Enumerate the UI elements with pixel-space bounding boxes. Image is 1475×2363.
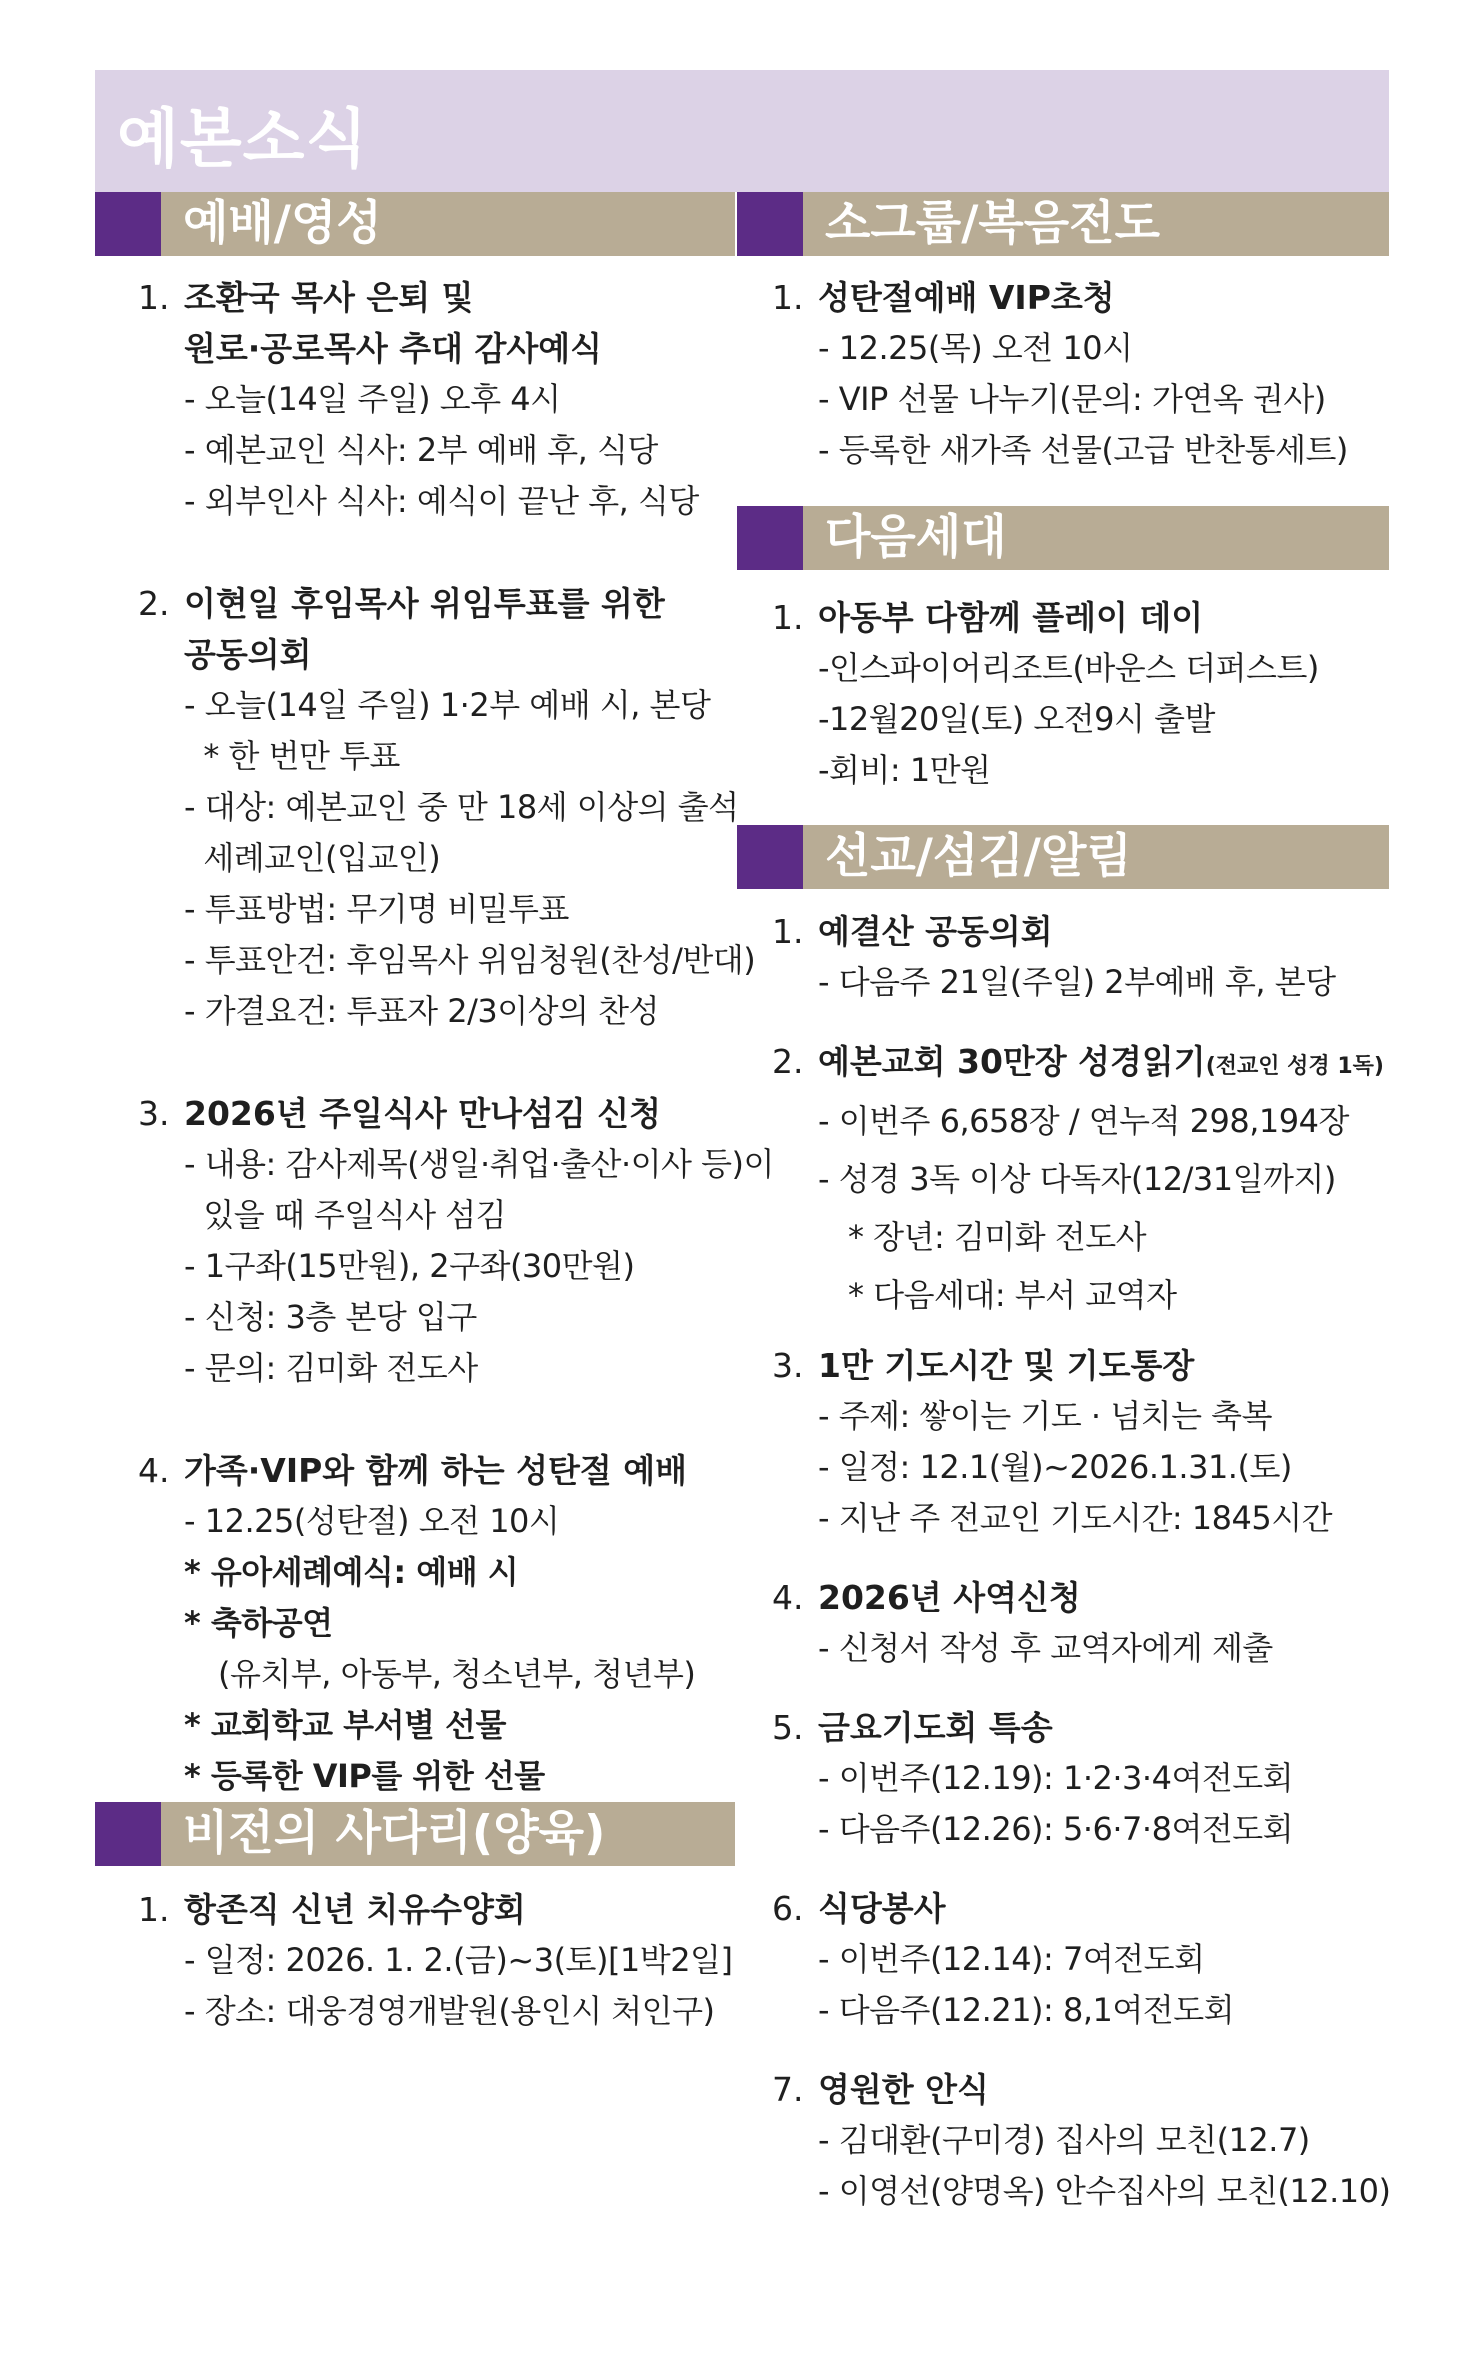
section-header-mission xyxy=(737,825,1389,889)
section-accent xyxy=(737,825,803,889)
list-item xyxy=(772,1702,1387,1855)
mission-list xyxy=(772,906,1391,2217)
item-title: 2. 이현일 후임목사 위임투표를 위한 xyxy=(138,584,665,623)
list-item xyxy=(772,2064,1391,2217)
item-line: * 장년: 김미화 전도사 xyxy=(848,1218,1147,1256)
list-item xyxy=(772,1572,1387,1674)
list-item xyxy=(772,592,1387,796)
section-accent xyxy=(737,506,803,570)
item-line: * 유아세례예식: 예배 시 xyxy=(184,1553,519,1591)
item-line: - 다음주(12.26): 5·6·7·8여전도회 xyxy=(818,1810,1294,1848)
item-line: - 투표안건: 후임목사 위임청원(찬성/반대) xyxy=(184,941,756,979)
smallgroup-list xyxy=(772,272,1387,476)
item-title: 1. 아동부 다함께 플레이 데이 xyxy=(772,598,1204,637)
item-title: 6. 식당봉사 xyxy=(772,1889,946,1928)
item-line: - 12.25(성탄절) 오전 10시 xyxy=(184,1502,560,1540)
item-line: - 외부인사 식사: 예식이 끝난 후, 식당 xyxy=(184,482,699,520)
item-line: - 투표방법: 무기명 비밀투표 xyxy=(184,890,569,928)
item-line: - 다음주 21일(주일) 2부예배 후, 본당 xyxy=(818,963,1336,1001)
item-title: 3. 2026년 주일식사 만나섬김 신청 xyxy=(138,1094,661,1133)
list-item xyxy=(772,906,1387,1008)
item-line: * 등록한 VIP를 위한 선물 xyxy=(184,1757,545,1795)
item-line: - 오늘(14일 주일) 1·2부 예배 시, 본당 xyxy=(184,686,711,724)
list-item xyxy=(772,272,1387,476)
item-line: - 내용: 감사제목(생일·취업·출산·이사 등)이 xyxy=(184,1145,774,1183)
item-line: - 이번주 6,658장 / 연누적 298,194장 xyxy=(818,1102,1349,1140)
item-title: 1. 성탄절예배 VIP초청 xyxy=(772,278,1115,317)
section-header-worship xyxy=(95,192,735,256)
section-accent xyxy=(95,1802,161,1866)
item-title: 4. 2026년 사역신청 xyxy=(772,1578,1081,1617)
item-title: 3. 1만 기도시간 및 기도통장 xyxy=(772,1346,1195,1385)
item-line: - 김대환(구미경) 집사의 모친(12.7) xyxy=(818,2121,1310,2159)
item-line: - 성경 3독 이상 다독자(12/31일까지) xyxy=(818,1160,1336,1198)
item-title: 1. 항존직 신년 치유수양회 xyxy=(138,1890,526,1929)
item-title: 1. 조환국 목사 은퇴 및 xyxy=(138,278,474,317)
item-line: - 문의: 김미화 전도사 xyxy=(184,1349,478,1387)
item-line: - 지난 주 전교인 기도시간: 1845시간 xyxy=(818,1499,1333,1537)
item-line: - 일정: 12.1(월)~2026.1.31.(토) xyxy=(818,1448,1292,1486)
section-title: 다음세대 xyxy=(825,510,1007,565)
item-line: - 12.25(목) 오전 10시 xyxy=(818,329,1133,367)
list-item xyxy=(772,1036,1387,1324)
item-title: 공동의회 xyxy=(184,635,312,674)
item-line: - 신청: 3층 본당 입구 xyxy=(184,1298,477,1336)
item-line: - 1구좌(15만원), 2구좌(30만원) xyxy=(184,1247,635,1285)
item-line: - 오늘(14일 주일) 오후 4시 xyxy=(184,380,561,418)
item-line: - 예본교인 식사: 2부 예배 후, 식당 xyxy=(184,431,658,469)
section-title: 비전의 사다리(양육) xyxy=(183,1806,606,1861)
item-line: - 이영선(양명옥) 안수집사의 모친(12.10) xyxy=(818,2172,1391,2210)
section-accent xyxy=(95,192,161,256)
item-line: * 한 번만 투표 xyxy=(184,737,400,775)
item-line: -12월20일(토) 오전9시 출발 xyxy=(818,700,1215,738)
worship-list xyxy=(138,272,774,1802)
item-line: * 축하공연 xyxy=(184,1604,333,1642)
item-line: * 교회학교 부서별 선물 xyxy=(184,1706,506,1744)
item-line: - 대상: 예본교인 중 만 18세 이상의 출석 xyxy=(184,788,739,826)
item-title: 원로·공로목사 추대 감사예식 xyxy=(184,329,603,368)
title-bar xyxy=(95,70,1389,192)
list-item xyxy=(772,1883,1387,2036)
nextgen-list xyxy=(772,592,1387,796)
item-line: 세례교인(입교인) xyxy=(184,839,441,877)
section-header-nextgen xyxy=(737,506,1389,570)
list-item xyxy=(138,578,756,1037)
item-line: (유치부, 아동부, 청소년부, 청년부) xyxy=(218,1655,696,1693)
list-item xyxy=(138,1445,738,1802)
item-line: -회비: 1만원 xyxy=(818,751,991,789)
item-line: - 이번주(12.14): 7여전도회 xyxy=(818,1940,1205,1978)
item-line: -인스파이어리조트(바운스 더퍼스트) xyxy=(818,649,1319,687)
item-line: - 주제: 쌓이는 기도 · 넘치는 축복 xyxy=(818,1397,1272,1435)
list-item xyxy=(138,1884,738,2037)
item-title: 1. 예결산 공동의회 xyxy=(772,912,1053,951)
item-line: - VIP 선물 나누기(문의: 가연옥 권사) xyxy=(818,380,1326,418)
section-header-smallgroup xyxy=(737,192,1389,256)
item-title: 5. 금요기도회 특송 xyxy=(772,1708,1053,1747)
item-line: - 등록한 새가족 선물(고급 반찬통세트) xyxy=(818,431,1348,469)
item-line: - 다음주(12.21): 8,1여전도회 xyxy=(818,1991,1235,2029)
vision-list xyxy=(138,1884,738,2037)
item-title: 4. 가족·VIP와 함께 하는 성탄절 예배 xyxy=(138,1451,688,1490)
item-line: - 가결요건: 투표자 2/3이상의 찬성 xyxy=(184,992,659,1030)
section-title: 선교/섬김/알림 xyxy=(825,829,1132,884)
item-line: - 장소: 대웅경영개발원(용인시 처인구) xyxy=(184,1992,715,2030)
item-line: 있을 때 주일식사 섬김 xyxy=(184,1196,507,1234)
item-title: 2. 예본교회 30만장 성경읽기(전교인 성경 1독) xyxy=(772,1042,1384,1081)
item-line: - 이번주(12.19): 1·2·3·4여전도회 xyxy=(818,1759,1294,1797)
section-title: 예배/영성 xyxy=(183,196,382,251)
page-title: 예본소식 xyxy=(117,103,369,177)
item-line: - 일정: 2026. 1. 2.(금)~3(토)[1박2일] xyxy=(184,1941,733,1979)
list-item xyxy=(138,1088,774,1394)
item-line: - 신청서 작성 후 교역자에게 제출 xyxy=(818,1629,1273,1667)
section-accent xyxy=(737,192,803,256)
item-title: 7. 영원한 안식 xyxy=(772,2070,989,2109)
list-item xyxy=(138,272,738,527)
section-title: 소그룹/복음전도 xyxy=(825,196,1160,251)
list-item xyxy=(772,1340,1387,1544)
section-header-vision xyxy=(95,1802,735,1866)
item-line: * 다음세대: 부서 교역자 xyxy=(848,1276,1177,1314)
